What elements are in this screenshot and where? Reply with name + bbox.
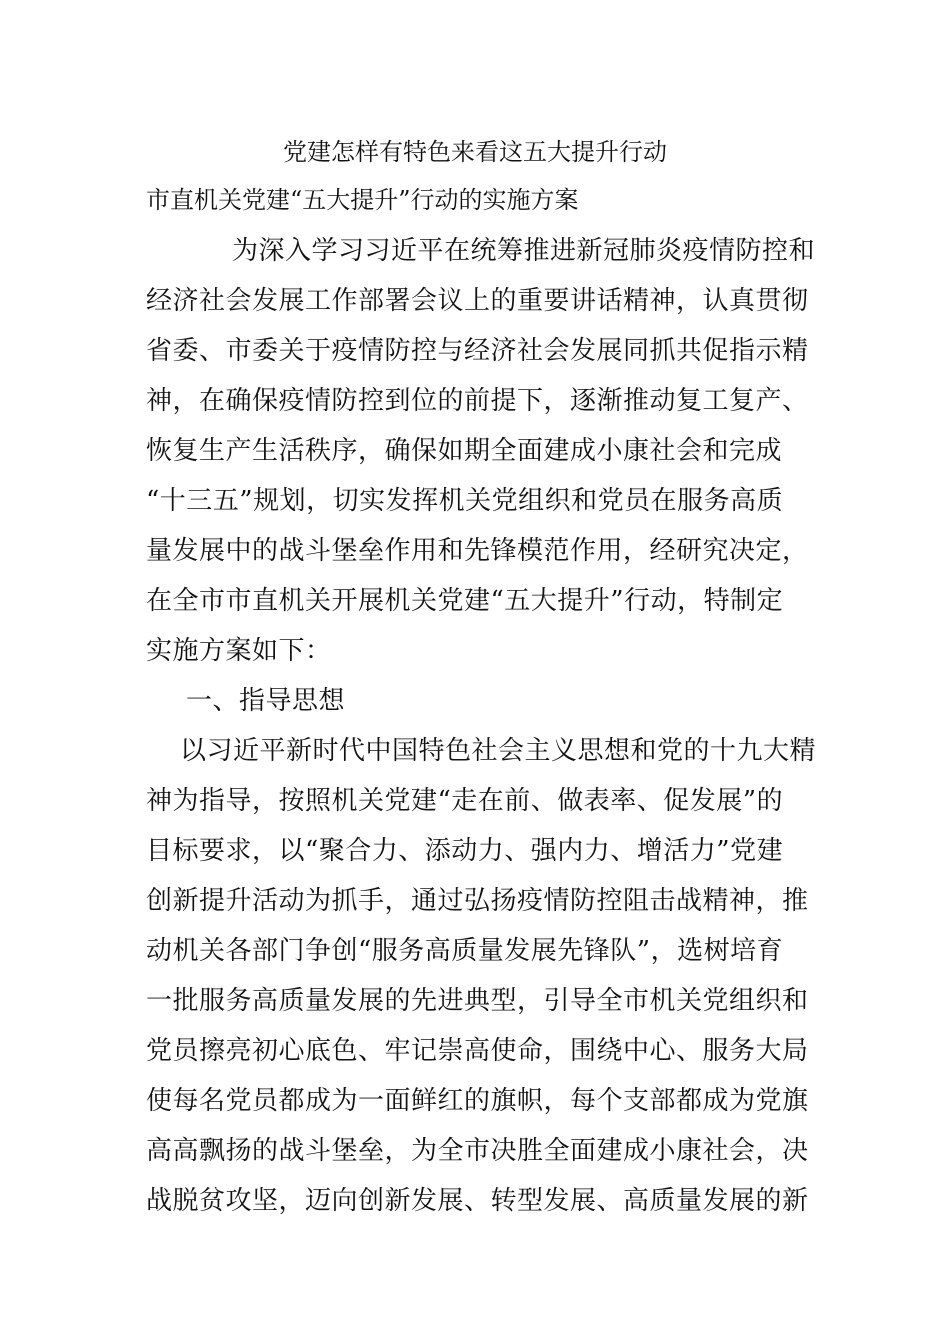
- paragraph-line: 量发展中的战斗堡垒作用和先锋模范作用，经研究决定，: [146, 536, 809, 566]
- paragraph-line: 在全市市直机关开展机关党建“五大提升”行动，特制定: [146, 586, 784, 616]
- paragraph-line: 一批服务高质量发展的先进典型，引导全市机关党组织和: [146, 986, 809, 1016]
- paragraph-line: 省委、市委关于疫情防控与经济社会发展同抓共促指示精: [146, 336, 809, 366]
- paragraph-line: 为深入学习习近平在统筹推进新冠肺炎疫情防控和: [232, 236, 816, 266]
- paragraph-line: 实施方案如下：: [146, 636, 332, 666]
- paragraph-line: 高高飘扬的战斗堡垒，为全市决胜全面建成小康社会，决: [146, 1136, 809, 1166]
- paragraph-line: 战脱贫攻坚，迈向创新发展、转型发展、高质量发展的新: [146, 1186, 809, 1216]
- paragraph-line: 神为指导，按照机关党建“走在前、做表率、促发展”的: [146, 786, 784, 816]
- section-heading: 一、指导思想: [186, 686, 346, 716]
- paragraph-line: 使每名党员都成为一面鲜红的旗帜，每个支部都成为党旗: [146, 1086, 809, 1116]
- paragraph-line: 创新提升活动为抓手，通过弘扬疫情防控阻击战精神，推: [146, 886, 809, 916]
- document-title: 党建怎样有特色来看这五大提升行动: [283, 138, 667, 166]
- paragraph-line: “十三五”规划，切实发挥机关党组织和党员在服务高质: [146, 486, 784, 516]
- paragraph-line: 神，在确保疫情防控到位的前提下，逐渐推动复工复产、: [146, 386, 809, 416]
- document-subtitle: 市直机关党建“五大提升”行动的实施方案: [146, 186, 579, 214]
- paragraph-line: 动机关各部门争创“服务高质量发展先锋队”，选树培育: [146, 936, 784, 966]
- paragraph-line: 经济社会发展工作部署会议上的重要讲话精神，认真贯彻: [146, 286, 809, 316]
- paragraph-line: 恢复生产生活秩序，确保如期全面建成小康社会和完成: [146, 436, 783, 466]
- paragraph-line: 以习近平新时代中国特色社会主义思想和党的十九大精: [180, 736, 817, 766]
- paragraph-line: 党员擦亮初心底色、牢记崇高使命，围绕中心、服务大局: [146, 1036, 809, 1066]
- paragraph-line: 目标要求，以“聚合力、添动力、强内力、增活力”党建: [146, 836, 784, 866]
